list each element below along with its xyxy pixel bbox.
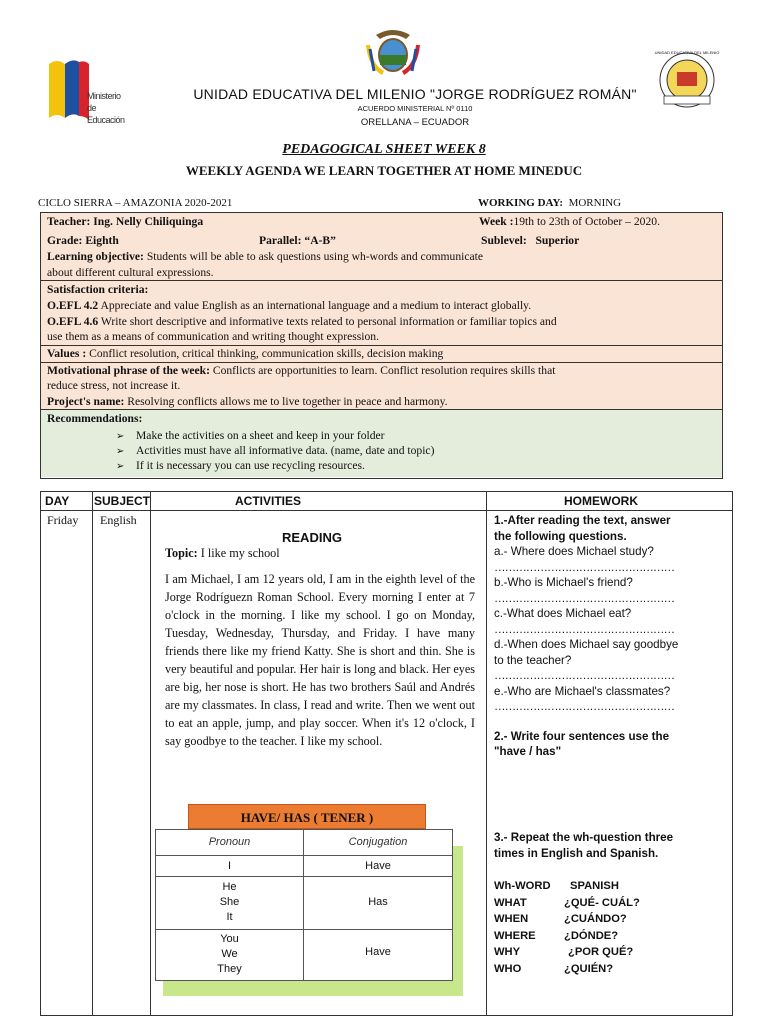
school-logo-text: UNIDAD EDUCATIVA DEL MILENIO bbox=[654, 50, 720, 55]
motivational-line-1: Conflicts are opportunities to learn. Conflict resolution requires skills that bbox=[212, 364, 556, 377]
header-homework: HOMEWORK bbox=[564, 494, 638, 508]
verb: Have bbox=[365, 860, 391, 872]
school-logo bbox=[654, 52, 720, 112]
conj-header-conjugation: Conjugation bbox=[348, 836, 408, 848]
wh-row bbox=[494, 928, 714, 945]
q3-line-1: 3.- Repeat the wh-question three bbox=[494, 831, 674, 844]
sublevel-value: Superior bbox=[535, 234, 580, 247]
wh-word: WHERE bbox=[494, 929, 536, 942]
motivational-label: Motivational phrase of the week: bbox=[47, 364, 210, 377]
wh-spanish: ¿QUÉ- CUÁL? bbox=[564, 896, 640, 909]
criteria-2-code: O.EFL 4.6 bbox=[47, 315, 99, 328]
project-label: Project's name: bbox=[47, 395, 125, 408]
page-title: PEDAGOGICAL SHEET WEEK 8 bbox=[282, 142, 486, 157]
reading-text: I am Michael, I am 12 years old, I am in the eighth level of the Jorge Rodríguezn Roman School. Every morning I enter at 7 o'clock in the morning. I like my school. I go on Monday, Tuesday, Wednesday, Thursday, and Friday. I have many friends there like my friend Katty. She is short and thin. She is very beautiful and popular. Her hair is long and black. Her eyes are big, her nose is short. He has two brothers Saúl and Andrés are my classmates. In class, I read and write. Then we went out to eat an apple, jump, and play soccer. When it's 12 o'clock, I say goodbye to the teacher. I like my school. bbox=[165, 572, 475, 748]
subject-cell: English bbox=[100, 513, 137, 527]
objective-line-1: Students will be able to ask questions using wh-words and communicate bbox=[146, 250, 483, 263]
topic-value: I like my school bbox=[200, 546, 280, 560]
school-name: UNIDAD EDUCATIVA DEL MILENIO "JORGE RODRÍGUEZ ROMÁN" bbox=[193, 86, 637, 102]
question-d-line-1: d.-When does Michael say goodbye bbox=[494, 638, 679, 651]
answer-line: …………………………………………… bbox=[494, 700, 675, 713]
q2-line-1: 2.- Write four sentences use the bbox=[494, 729, 670, 743]
working-day-value: MORNING bbox=[568, 197, 622, 209]
conj-row bbox=[156, 877, 452, 930]
header-subject: SUBJECT bbox=[94, 494, 151, 508]
pronoun-group bbox=[156, 880, 303, 925]
arrow-bullet-icon: ➢ bbox=[116, 446, 125, 457]
pronoun: It bbox=[226, 911, 233, 923]
pronoun: She bbox=[219, 896, 240, 908]
question-d-line-2: to the teacher? bbox=[494, 653, 572, 667]
location: ORELLANA – ECUADOR bbox=[360, 117, 470, 128]
grade-value: Eighth bbox=[85, 234, 119, 247]
arrow-bullet-icon: ➢ bbox=[116, 461, 125, 472]
values-text: Conflict resolution, critical thinking, communication skills, decision making bbox=[89, 347, 444, 360]
recommendation-item bbox=[116, 429, 385, 442]
wh-word: WHY bbox=[494, 946, 521, 958]
recommendation-item bbox=[116, 444, 434, 457]
pronoun-group bbox=[156, 932, 303, 977]
week-label: Week : bbox=[479, 215, 514, 228]
satisfaction-label: Satisfaction criteria: bbox=[47, 283, 149, 296]
week-value: 19th to 23th of October – 2020. bbox=[513, 215, 660, 228]
ciclo-label: CICLO SIERRA – AMAZONIA 2020-2021 bbox=[38, 197, 233, 209]
values-label: Values : bbox=[47, 347, 87, 360]
ministry-line-2: de Educación bbox=[87, 103, 125, 125]
teacher-value: Ing. Nelly Chiliquinga bbox=[93, 215, 204, 228]
grade-label: Grade: bbox=[47, 234, 83, 247]
q1-line-1: 1.-After reading the text, answer bbox=[494, 514, 671, 527]
question-e: e.-Who are Michael's classmates? bbox=[494, 684, 671, 698]
recommendation-item bbox=[116, 459, 365, 472]
answer-line: …………………………………………… bbox=[494, 622, 675, 636]
satisfaction-band bbox=[41, 281, 722, 346]
question-a: a.- Where does Michael study? bbox=[494, 545, 654, 558]
ministry-logo bbox=[47, 58, 132, 130]
q1-line-2: the following questions. bbox=[494, 529, 627, 543]
conj-row bbox=[156, 930, 452, 979]
teacher-label: Teacher: bbox=[47, 215, 91, 228]
reading-title: READING bbox=[282, 530, 342, 545]
header-day: DAY bbox=[45, 494, 70, 508]
day-cell: Friday bbox=[47, 513, 79, 527]
q2-line-2: "have / has" bbox=[494, 745, 562, 758]
wh-word: WHAT bbox=[494, 896, 527, 909]
parallel-label: Parallel: bbox=[259, 234, 302, 247]
wh-spanish: ¿POR QUÉ? bbox=[568, 946, 634, 958]
wh-words-list bbox=[494, 878, 714, 977]
wh-row bbox=[494, 895, 714, 912]
answer-line: …………………………………………… bbox=[494, 560, 675, 574]
info-box bbox=[40, 212, 723, 479]
conj-header-row bbox=[156, 830, 452, 856]
criteria-1-code: O.EFL 4.2 bbox=[47, 299, 99, 312]
objective-label: Learning objective: bbox=[47, 250, 144, 263]
ministerial-agreement: ACUERDO MINISTERIAL Nº 0110 bbox=[357, 104, 473, 113]
recommendation-text: If it is necessary you can use recycling resources. bbox=[136, 459, 365, 472]
conjugation-table bbox=[155, 829, 453, 981]
ecuador-shield-emblem bbox=[362, 25, 424, 81]
motivational-line-2: reduce stress, not increase it. bbox=[47, 379, 181, 392]
verb: Have bbox=[365, 946, 391, 958]
page-subtitle: WEEKLY AGENDA WE LEARN TOGETHER AT HOME MINEDUC bbox=[185, 163, 583, 178]
wh-header-word: Wh-WORD bbox=[494, 880, 551, 892]
wh-row bbox=[494, 911, 714, 928]
wh-spanish: ¿DÓNDE? bbox=[564, 929, 619, 942]
criteria-2-line-2: use them as a means of communication and writing thought expression. bbox=[47, 330, 379, 343]
verb: Has bbox=[368, 896, 388, 908]
wh-row bbox=[494, 961, 714, 978]
homework-column bbox=[494, 513, 678, 760]
wh-spanish: ¿QUIÉN? bbox=[564, 962, 614, 975]
wh-word: WHO bbox=[494, 962, 522, 975]
recommendations-band bbox=[41, 410, 722, 477]
arrow-bullet-icon: ➢ bbox=[116, 431, 125, 442]
criteria-2-line-1: Write short descriptive and informative texts related to personal information or familiar topics and bbox=[100, 315, 557, 328]
q3-line-2: times in English and Spanish. bbox=[494, 846, 659, 860]
pronoun: I bbox=[227, 860, 232, 872]
pronoun: You bbox=[220, 933, 239, 945]
pronoun: They bbox=[217, 963, 242, 975]
wh-header-spanish: SPANISH bbox=[570, 880, 619, 892]
have-has-title: HAVE/ HAS ( TENER ) bbox=[188, 804, 426, 829]
pronoun: He bbox=[222, 881, 237, 893]
header-activities: ACTIVITIES bbox=[235, 494, 302, 508]
homework-q3 bbox=[494, 830, 673, 861]
recommendations-label: Recommendations: bbox=[47, 412, 143, 425]
recommendation-text: Make the activities on a sheet and keep in your folder bbox=[136, 429, 385, 442]
wh-spanish: ¿CUÁNDO? bbox=[564, 913, 627, 925]
working-day-label: WORKING DAY: bbox=[478, 197, 564, 209]
conj-row bbox=[156, 856, 452, 877]
teacher-band bbox=[41, 213, 722, 281]
project-text: Resolving conflicts allows me to live together in peace and harmony. bbox=[127, 395, 448, 408]
pronoun: We bbox=[221, 948, 238, 960]
answer-line: …………………………………………… bbox=[494, 669, 675, 682]
conj-header-pronoun: Pronoun bbox=[208, 836, 251, 848]
ministry-logo-text bbox=[87, 90, 132, 126]
objective-line-2: about different cultural expressions. bbox=[47, 266, 214, 279]
recommendation-text: Activities must have all informative data. (name, date and topic) bbox=[136, 444, 435, 457]
ministry-line-1: Ministerio bbox=[87, 91, 121, 101]
wh-row bbox=[494, 944, 714, 961]
criteria-1-text: Appreciate and value English as an international language and a medium to interact globally. bbox=[100, 299, 532, 312]
question-c: c.-What does Michael eat? bbox=[494, 607, 632, 620]
answer-line: …………………………………………… bbox=[494, 591, 675, 605]
values-band bbox=[41, 346, 722, 363]
working-day bbox=[478, 197, 621, 209]
question-b: b.-Who is Michael's friend? bbox=[494, 576, 633, 589]
parallel-value: “A-B” bbox=[304, 234, 336, 247]
topic-label: Topic: bbox=[165, 546, 198, 560]
wh-word: WHEN bbox=[494, 913, 529, 925]
sublevel-label: Sublevel: bbox=[481, 234, 527, 247]
motivational-band bbox=[41, 363, 722, 410]
